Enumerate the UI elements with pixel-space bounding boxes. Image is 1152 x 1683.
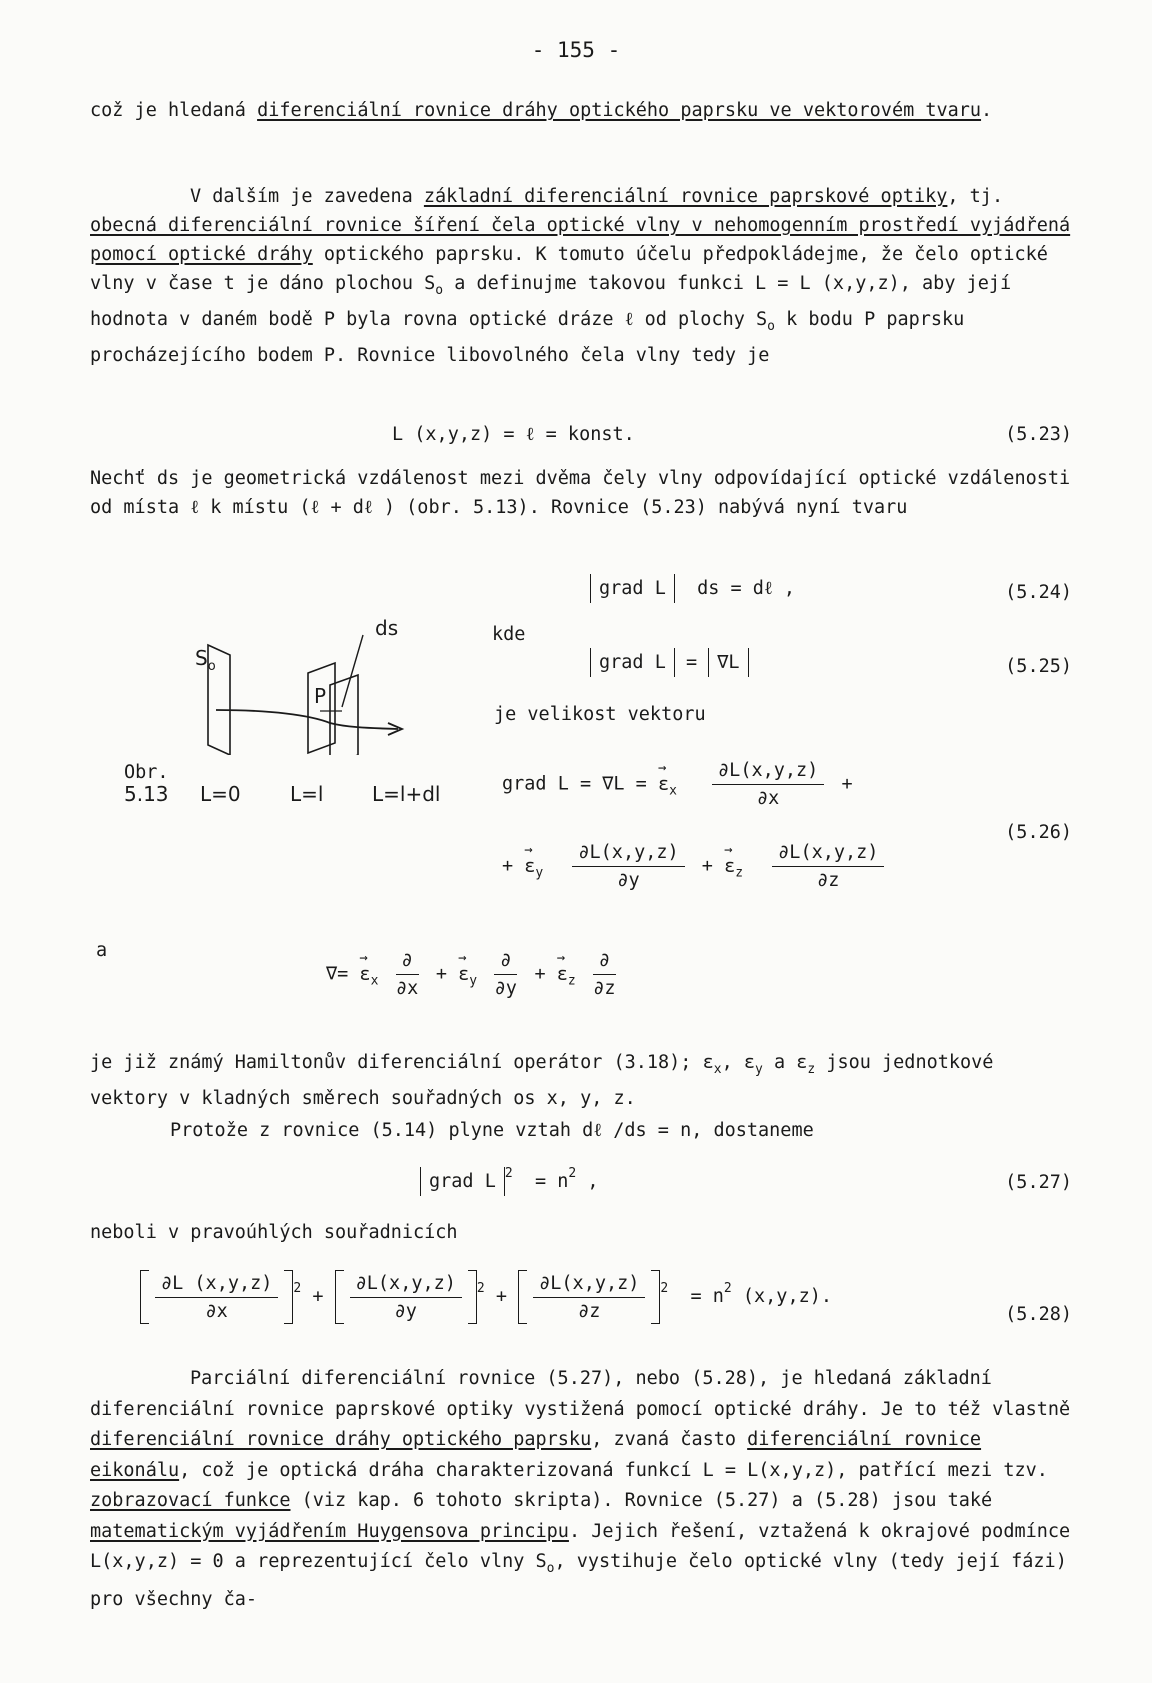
figure-caption: Obr. <box>124 762 169 783</box>
equation-number: (5.28) <box>1005 1304 1072 1325</box>
ds-pointer-icon <box>342 635 363 707</box>
nabla-operator: ∇= → $\varepsilon_x$ $\frac{\partial}{\partial x}$ + → $\varepsilon_y$ $\frac{\partial}{\partial y}$ + → $\varepsilon_z$ $\frac{\partial}{\partial z}$ <box>326 950 622 999</box>
underlined-term: matematickým vyjádřením Huygensova principu <box>90 1520 569 1542</box>
equation-5-26-line2: + → $\varepsilon_y$ $\frac{\partial L(x,y,z)}{\partial y}$ + → $\varepsilon_z$ $\frac{\partial L(x,y,z)}{\partial z}$ <box>502 842 890 891</box>
wavefront-l-icon <box>308 663 335 753</box>
underlined-term: základní diferenciální rovnice paprskové optiky <box>423 186 948 207</box>
underlined-term: diferenciální rovnice dráhy optického paprsku <box>90 1429 592 1450</box>
equation-5-26-line1: grad L = ∇L = → $\varepsilon_x$ $\frac{\partial L(x,y,z)}{\partial x}$ + <box>502 760 853 809</box>
paragraph-distance: Nechť ds je geometrická vzdálenost mezi dvěma čely vlny odpovídající optické vzdálenosti od místa ℓ k místu (ℓ + dℓ ) (obr. 5.13). Rovnice (5.23) nabývá nyní tvaru <box>90 468 1071 518</box>
underlined-term: diferenciální rovnice eikonálu <box>90 1429 982 1481</box>
equation-5-23: L (x,y,z) = ℓ = konst. <box>392 424 635 445</box>
label-l0: L=0 <box>200 782 241 806</box>
wavefront-figure <box>120 615 460 755</box>
underlined-term: diferenciální rovnice dráhy optického paprsku ve vektorovém tvaru <box>257 100 982 121</box>
label-l: L=l <box>290 782 324 806</box>
paragraph-conclusion: Parciální diferenciální rovnice (5.27), nebo (5.28), je hledaná základní diferenciální rovnice paprskové optiky vystižená pomocí optické dráhy. Je to též vlastně diferenciální rovnice dráhy optického paprsku, zvaná často diferenciální rovnice eikonálu, což je optická dráha charakterizovaná funkcí L = L(x,y,z), patřící mezi tzv. zobrazovací funkce (viz kap. 6 tohoto skripta). Rovnice (5.27) a (5.28) jsou také matematickým vyjádřením Huygensova principu. Jejich řešení, vztažená k okrajové podmínce L(x,y,z) = 0 a reprezentující čelo vlny $S_o$, vystihuje čelo optické vlny (tedy její fázi) pro všechny ča- <box>90 1368 1071 1610</box>
equation-5-24: grad L ds = dℓ , <box>590 578 795 600</box>
equation-number: (5.26) <box>1005 822 1072 843</box>
page-number: - 155 - <box>531 38 621 62</box>
paragraph-intro: což je hledaná diferenciální rovnice dráhy optického paprsku ve vektorovém tvaru. <box>90 100 993 121</box>
paragraph-hamilton: je již známý Hamiltonův diferenciální operátor (3.18); $\varepsilon_x$, $\varepsilon_y$ a $\varepsilon_z$ jsou jednotkové vektory v kladných směrech souřadných os x, y, z. <box>90 1052 994 1109</box>
label-so: $S_o$ <box>195 646 216 674</box>
vector-magnitude-text: je velikost vektoru <box>494 704 706 725</box>
equation-5-27: grad L $^2 = n^2$ , <box>420 1166 598 1192</box>
underlined-term: zobrazovací funkce <box>90 1490 291 1511</box>
underlined-term: obecná diferenciální rovnice šíření čela optické vlny v nehomogenním prostředí vyjádřená pomocí optické dráhy <box>90 215 1071 265</box>
equation-number: (5.23) <box>1005 424 1072 445</box>
ray-path-icon <box>216 710 398 729</box>
equation-number: (5.27) <box>1005 1172 1072 1193</box>
equation-number: (5.25) <box>1005 656 1072 677</box>
paragraph-neboli: neboli v pravoúhlých souřadnicích <box>90 1222 458 1243</box>
label-p: P <box>314 684 327 708</box>
equation-5-25: grad L = ∇L <box>590 652 749 673</box>
label-ldl: L=l+dl <box>372 782 441 806</box>
kde-label: kde <box>492 624 526 645</box>
equation-number: (5.24) <box>1005 582 1072 603</box>
equation-5-28: $\frac{\partial L (x,y,z)}{\partial x}$ $^2$ + $\frac{\partial L(x,y,z)}{\partial y}$ $^2$ + $\frac{\partial L(x,y,z)}{\partial z}$ $^2 = n^2$ (x,y,z). <box>140 1270 832 1324</box>
label-ds: ds <box>375 616 399 640</box>
paragraph-protoze: Protože z rovnice (5.14) plyne vztah dℓ /ds = n, dostaneme <box>170 1120 814 1141</box>
paragraph-definition: V dalším je zavedena základní diferenciální rovnice paprskové optiky, tj. obecná diferenciální rovnice šíření čela optické vlny v nehomogenním prostředí vyjádřená pomocí optické dráhy optického paprsku. K tomuto účelu předpokládejme, že čelo optické vlny v čase t je dáno plochou $S_o$ a definujme takovou funkci L = L (x,y,z), aby její hodnota v daném bodě P byla rovna optické dráze ℓ od plochy $S_o$ k bodu P paprsku procházejícího bodem P. Rovnice libovolného čela vlny tedy je <box>90 186 1071 366</box>
figure-number: 5.13 <box>124 782 169 806</box>
a-label: a <box>96 940 108 961</box>
